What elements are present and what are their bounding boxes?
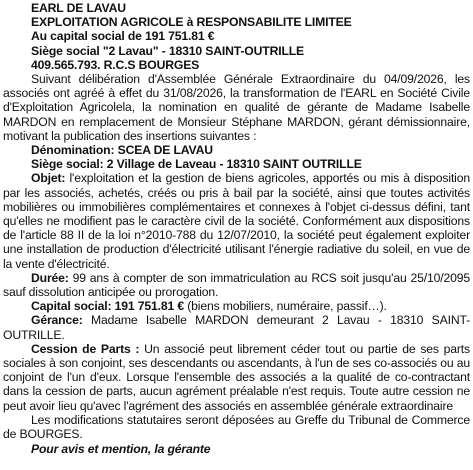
duree-text: 99 ans à compter de son immatriculation au RCS soit jusqu'au 25/10/2095 sauf dissolution anticipée ou prorogation. <box>3 270 470 300</box>
company-name: EARL DE LAVAU <box>31 1 126 15</box>
cession-label: Cession de Parts : <box>31 341 140 356</box>
gerance-text: Madame Isabelle MARDON demeurant 2 Lavau - 18310 SAINT-OUTRILLE. <box>3 313 470 342</box>
legal-notice <box>3 1 470 457</box>
siege-social-line: Siège social: 2 Village de Laveau - 18310 SAINT OUTRILLE <box>31 157 362 172</box>
duree-label: Durée: <box>31 270 69 285</box>
objet-text: l'exploitation et la gestion de biens agricoles, apportés ou mis à disposition par les associés, achetés, créés ou pris à bail par la société, ainsi que toutes activités mobilières ou immobilières complémentaires et connexes à l'objet ci-dessus défini, tant qu'elles ne modifient pas le caractère civil de la société. Conformément aux dispositions de l'article 88 II de la loi n°2010-788 du 12/07/2010, la société peut également exploiter une installation de production d'électricité utilisant l'énergie radiative du soleil, en vue de la vente d'électricité. <box>3 171 470 271</box>
objet-paragraph <box>3 171 470 270</box>
capital-label: Capital social: 191 751.81 € <box>31 299 184 314</box>
objet-label: Objet: <box>31 171 66 186</box>
gerance-paragraph <box>3 313 470 341</box>
company-capital: Au capital social de 191 751.81 € <box>31 29 215 44</box>
capital-paragraph <box>3 299 470 313</box>
company-form: EXPLOITATION AGRICOLE à RESPONSABILITE LIMITEE <box>31 15 352 30</box>
capital-text: (biens mobiliers, numéraire, passif…). <box>183 299 387 314</box>
company-siege: Siège social "2 Lavau" - 18310 SAINT-OUTRILLE <box>31 43 305 58</box>
gerance-label: Gérance: <box>31 313 83 328</box>
cession-text: Un associé peut librement céder tout ou partie de ses parts sociales à son conjoint, ses descendants ou ascendants, à l'un de ses co-associés ou au conjoint de l'un d'eux. Lorsque l'ensemble des associés a la qualité de co-contractant dans la cession de parts, aucun agrément préalable n'est requis. Toute autre cession ne peut avoir lieu qu'avec l'agrément des associés en assemblée générale extraordinaire <box>3 341 470 413</box>
signature-line: Pour avis et mention, la gérante <box>31 442 211 457</box>
intro-paragraph: Suivant délibération d'Assemblée Générale Extraordinaire du 04/09/2026, les associés ont agréé à effet du 31/08/2026, la transformation de l'EARL en Société Civile d'Exploitation Agricolela, la nomination en qualité de gérante de Madame Isabelle MARDON en remplacement de Monsieur Stéphane MARDON, gérant démissionnaire, motivant la publication des insertions suivantes : <box>3 72 470 143</box>
duree-paragraph <box>3 271 470 299</box>
company-rcs: 409.565.793. R.C.S BOURGES <box>31 57 200 72</box>
cession-paragraph <box>3 342 470 413</box>
modifications-paragraph: Les modifications statutaires seront déposées au Greffe du Tribunal de Commerce de BOURGES. <box>3 412 470 442</box>
denomination-line: Dénomination: SCEA DE LAVAU <box>31 143 213 158</box>
